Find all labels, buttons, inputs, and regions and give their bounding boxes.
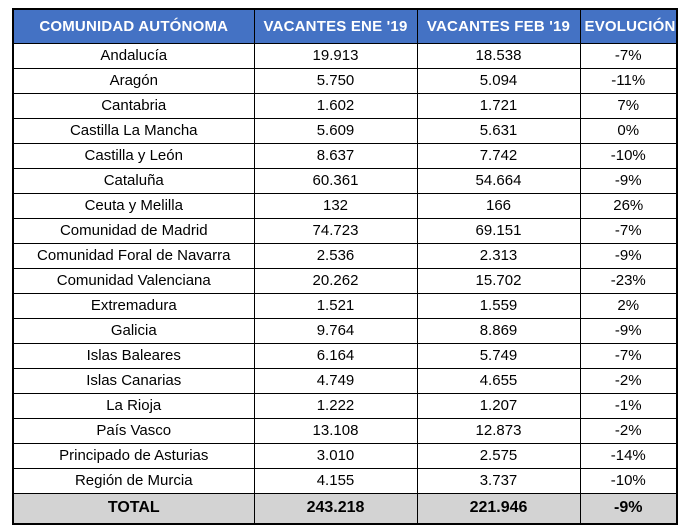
vacancies-jan-cell: 1.222	[254, 393, 417, 418]
vacancies-jan-cell: 2.536	[254, 243, 417, 268]
community-cell: Comunidad de Madrid	[13, 218, 254, 243]
community-cell: Cantabria	[13, 93, 254, 118]
vacancies-feb-cell: 5.749	[417, 343, 580, 368]
table-row	[13, 268, 677, 293]
vacancies-jan-cell: 6.164	[254, 343, 417, 368]
community-cell: Castilla y León	[13, 143, 254, 168]
table-body	[13, 43, 677, 493]
table-row	[13, 218, 677, 243]
table-row	[13, 343, 677, 368]
header-row	[13, 9, 677, 43]
vacancies-jan-cell: 8.637	[254, 143, 417, 168]
vacancies-jan-cell: 4.155	[254, 468, 417, 493]
vacancies-jan-cell: 9.764	[254, 318, 417, 343]
table-footer	[13, 493, 677, 524]
vacancies-jan-cell: 74.723	[254, 218, 417, 243]
vacancies-feb-cell: 69.151	[417, 218, 580, 243]
vacancies-jan-cell: 19.913	[254, 43, 417, 68]
col-header-vacantes-feb: VACANTES FEB '19	[417, 9, 580, 43]
evolution-cell: -14%	[580, 443, 677, 468]
vacancies-feb-cell: 5.631	[417, 118, 580, 143]
evolution-cell: -23%	[580, 268, 677, 293]
vacancies-jan-cell: 1.521	[254, 293, 417, 318]
table-row	[13, 43, 677, 68]
table-row	[13, 368, 677, 393]
evolution-cell: -7%	[580, 343, 677, 368]
vacancies-table-container	[12, 8, 678, 525]
community-cell: Región de Murcia	[13, 468, 254, 493]
community-cell: Andalucía	[13, 43, 254, 68]
table-row	[13, 468, 677, 493]
community-cell: País Vasco	[13, 418, 254, 443]
vacancies-feb-cell: 2.313	[417, 243, 580, 268]
vacancies-feb-cell: 7.742	[417, 143, 580, 168]
evolution-cell: -2%	[580, 368, 677, 393]
vacancies-feb-cell: 1.559	[417, 293, 580, 318]
table-row	[13, 68, 677, 93]
community-cell: Cataluña	[13, 168, 254, 193]
evolution-cell: 0%	[580, 118, 677, 143]
vacancies-feb-cell: 5.094	[417, 68, 580, 93]
vacancies-jan-cell: 1.602	[254, 93, 417, 118]
vacancies-jan-cell: 5.609	[254, 118, 417, 143]
evolution-cell: -10%	[580, 143, 677, 168]
vacancies-feb-cell: 15.702	[417, 268, 580, 293]
total-label: TOTAL	[13, 493, 254, 524]
total-vacancies-jan: 243.218	[254, 493, 417, 524]
community-cell: Comunidad Valenciana	[13, 268, 254, 293]
community-cell: Castilla La Mancha	[13, 118, 254, 143]
table-row	[13, 443, 677, 468]
table-row	[13, 118, 677, 143]
table-row	[13, 318, 677, 343]
community-cell: Islas Canarias	[13, 368, 254, 393]
table-row	[13, 193, 677, 218]
vacancies-feb-cell: 166	[417, 193, 580, 218]
vacancies-jan-cell: 60.361	[254, 168, 417, 193]
evolution-cell: -9%	[580, 318, 677, 343]
total-vacancies-feb: 221.946	[417, 493, 580, 524]
evolution-cell: -11%	[580, 68, 677, 93]
table-row	[13, 243, 677, 268]
community-cell: Extremadura	[13, 293, 254, 318]
col-header-comunidad: COMUNIDAD AUTÓNOMA	[13, 9, 254, 43]
community-cell: Islas Baleares	[13, 343, 254, 368]
vacancies-feb-cell: 1.207	[417, 393, 580, 418]
vacancies-feb-cell: 12.873	[417, 418, 580, 443]
evolution-cell: -10%	[580, 468, 677, 493]
vacancies-jan-cell: 3.010	[254, 443, 417, 468]
vacancies-jan-cell: 13.108	[254, 418, 417, 443]
table-row	[13, 168, 677, 193]
community-cell: Principado de Asturias	[13, 443, 254, 468]
vacancies-feb-cell: 8.869	[417, 318, 580, 343]
total-row	[13, 493, 677, 524]
evolution-cell: 2%	[580, 293, 677, 318]
evolution-cell: 7%	[580, 93, 677, 118]
vacancies-feb-cell: 18.538	[417, 43, 580, 68]
total-evolution: -9%	[580, 493, 677, 524]
community-cell: Comunidad Foral de Navarra	[13, 243, 254, 268]
community-cell: Galicia	[13, 318, 254, 343]
evolution-cell: -7%	[580, 43, 677, 68]
vacancies-table	[12, 8, 678, 525]
community-cell: Ceuta y Melilla	[13, 193, 254, 218]
table-row	[13, 293, 677, 318]
vacancies-feb-cell: 4.655	[417, 368, 580, 393]
table-row	[13, 418, 677, 443]
evolution-cell: -2%	[580, 418, 677, 443]
table-header	[13, 9, 677, 43]
vacancies-jan-cell: 5.750	[254, 68, 417, 93]
vacancies-jan-cell: 4.749	[254, 368, 417, 393]
vacancies-jan-cell: 20.262	[254, 268, 417, 293]
community-cell: Aragón	[13, 68, 254, 93]
table-row	[13, 93, 677, 118]
evolution-cell: -7%	[580, 218, 677, 243]
community-cell: La Rioja	[13, 393, 254, 418]
vacancies-jan-cell: 132	[254, 193, 417, 218]
evolution-cell: -9%	[580, 168, 677, 193]
vacancies-feb-cell: 3.737	[417, 468, 580, 493]
col-header-vacantes-ene: VACANTES ENE '19	[254, 9, 417, 43]
vacancies-feb-cell: 1.721	[417, 93, 580, 118]
evolution-cell: -1%	[580, 393, 677, 418]
vacancies-feb-cell: 2.575	[417, 443, 580, 468]
evolution-cell: 26%	[580, 193, 677, 218]
col-header-evolucion: EVOLUCIÓN	[580, 9, 677, 43]
evolution-cell: -9%	[580, 243, 677, 268]
vacancies-feb-cell: 54.664	[417, 168, 580, 193]
table-row	[13, 393, 677, 418]
table-row	[13, 143, 677, 168]
